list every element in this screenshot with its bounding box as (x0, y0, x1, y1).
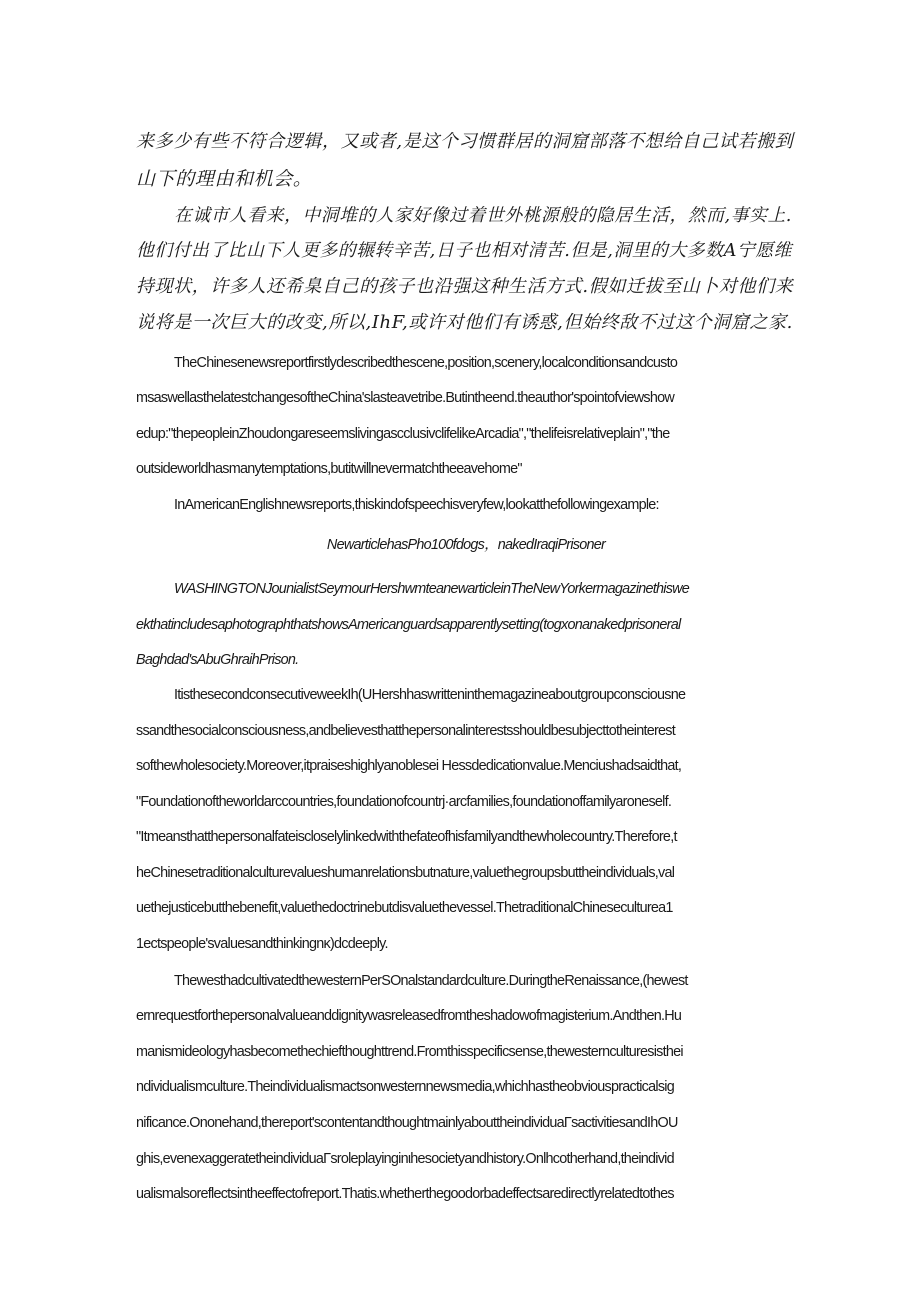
example-body-line-2: ekthatincludesaphotographthatshowsAmericanguardsapparentlysetting(togxonanakedprisoneral (136, 617, 681, 633)
english-paragraph-4-line-5: nificance.Ononehand,thereport'scontentandthoughtmainlyabouttheindividuaΓsactivitiesandIhOU (136, 1115, 678, 1131)
english-paragraph-3-line-6: heChinesetraditionalculturevalueshumanrelationsbutnature,valuethegroupsbuttheindividuals,val (136, 865, 675, 881)
english-paragraph-3-line-7: uethejusticebutthebenefit,valuethedoctrinebutdisvaluethevessel.ThetraditionalChineseculturea1 (136, 900, 673, 916)
chinese-paragraph-1-line-2: 山下的理由和机会。 (136, 168, 313, 190)
english-paragraph-3-line-3: softhewholesociety.Moreover,itpraiseshighlyanoblesei Hessdedicationvalue.Menciushadsaidthat, (136, 758, 682, 774)
example-headline: NewarticlehasPho100fdogs，nakedIraqiPrisoner (326, 537, 606, 553)
english-paragraph-4-line-2: ernrequestforthepersonalvalueanddignitywasreleasedfromtheshadowofmagisterium.Andthen.Hu (136, 1008, 682, 1024)
chinese-paragraph-2-line-4: 说将是一次巨大的改变,所以,IhF,或许对他们有诱惑,但始终敌不过这个洞窟之家. (136, 312, 793, 333)
english-paragraph-3-line-2: ssandthesocialconsciousness,andbelievesthatthepersonalinterestsshouldbesubjecttotheinterest (136, 723, 675, 739)
english-paragraph-4-line-6: ghis,evenexaggeratetheindividuaΓsroleplayinginιhesocietyandhistory.Onlhcotherhand,theindivid (136, 1151, 674, 1167)
english-paragraph-3-line-1: ItisthesecondconsecutiveweekIh(UHershhaswritteninthemagazineaboutgroupconsciousne (174, 687, 686, 703)
english-paragraph-3-line-5: "Itmeansthatthepersonalfateiscloselylinkedwiththefateofhisfamilyandthewholecountry.Therefore,t (136, 829, 677, 845)
example-body-line-1: WASHINGTONJounialistSeymourHershwmteanewarticleinTheNewYorkermagazinethiswe (174, 581, 690, 597)
chinese-paragraph-1-line-1: 来多少有些不符合逻辑，又或者,是这个习惯群居的洞窟部落不想给自己试若搬到 (136, 131, 794, 152)
english-paragraph-1-line-3: edup:"thepeopleinZhoudongareseemslivingascclusivclifelikeArcadia","thelifeisrelativeplain","the (136, 426, 670, 442)
english-paragraph-4-line-1: ThewesthadcultivatedthewesternPerSOnalstandardculture.DuringtheRenaissance,(hewest (174, 973, 688, 989)
english-paragraph-4-line-3: manismideologyhasbecomethechiefthoughttrend.Fromthisspecificsense,thewesternculturesisthei (136, 1044, 683, 1060)
english-paragraph-4-line-7: ualismalsoreflectsintheeffectofreport.Thatis.whetherthegoodorbadeffectsaredirectlyrelatedtothes (136, 1186, 674, 1202)
english-paragraph-1-line-4: outsideworldhasmanytemptations,butitwillnevermatchtheeavehome" (136, 461, 522, 477)
english-paragraph-4-line-4: ndividualismculture.Theindividualismactsonwesternnewsmedia,whichhastheobviouspracticalsig (136, 1079, 674, 1095)
chinese-paragraph-2-line-2: 他们付出了比山下人更多的辗转辛苦,日子也相对清苦.但是,洞里的大多数A宁愿维 (136, 241, 793, 261)
english-paragraph-3-line-8: 1ectspeople'svaluesandthinkingnκ)dcdeeply. (136, 936, 388, 952)
chinese-paragraph-2-line-3: 持现状，许多人还希臬自己的孩子也沿强这种生活方式.假如迁拔至山卜对他们来 (136, 276, 794, 297)
example-body-line-3: Baghdad'sAbuGhraihPrison. (136, 652, 299, 668)
english-paragraph-1-line-2: msaswellasthelatestchangesoftheChina'slasteavetribe.Butintheend.theauthor'spointofviewshow (136, 390, 674, 406)
english-paragraph-1-line-1: TheChinesenewsreportfirstlydescribedthescene,position,scenery,localconditionsandcusto (174, 355, 678, 371)
english-paragraph-2-line-1: InAmericanEnglishnewsreports,thiskindofspeechisveryfew,lookatthefollowingexample: (174, 497, 659, 513)
chinese-paragraph-2-line-1: 在诚市人看来，中洞堆的人家好像过着世外桃源般的隐居生活，然而,事实上. (174, 206, 793, 226)
english-paragraph-3-line-4: "Foundationoftheworldarccountries,foundationofcountrj·arcfamilies,foundationoffamilyaroneself. (136, 794, 672, 810)
